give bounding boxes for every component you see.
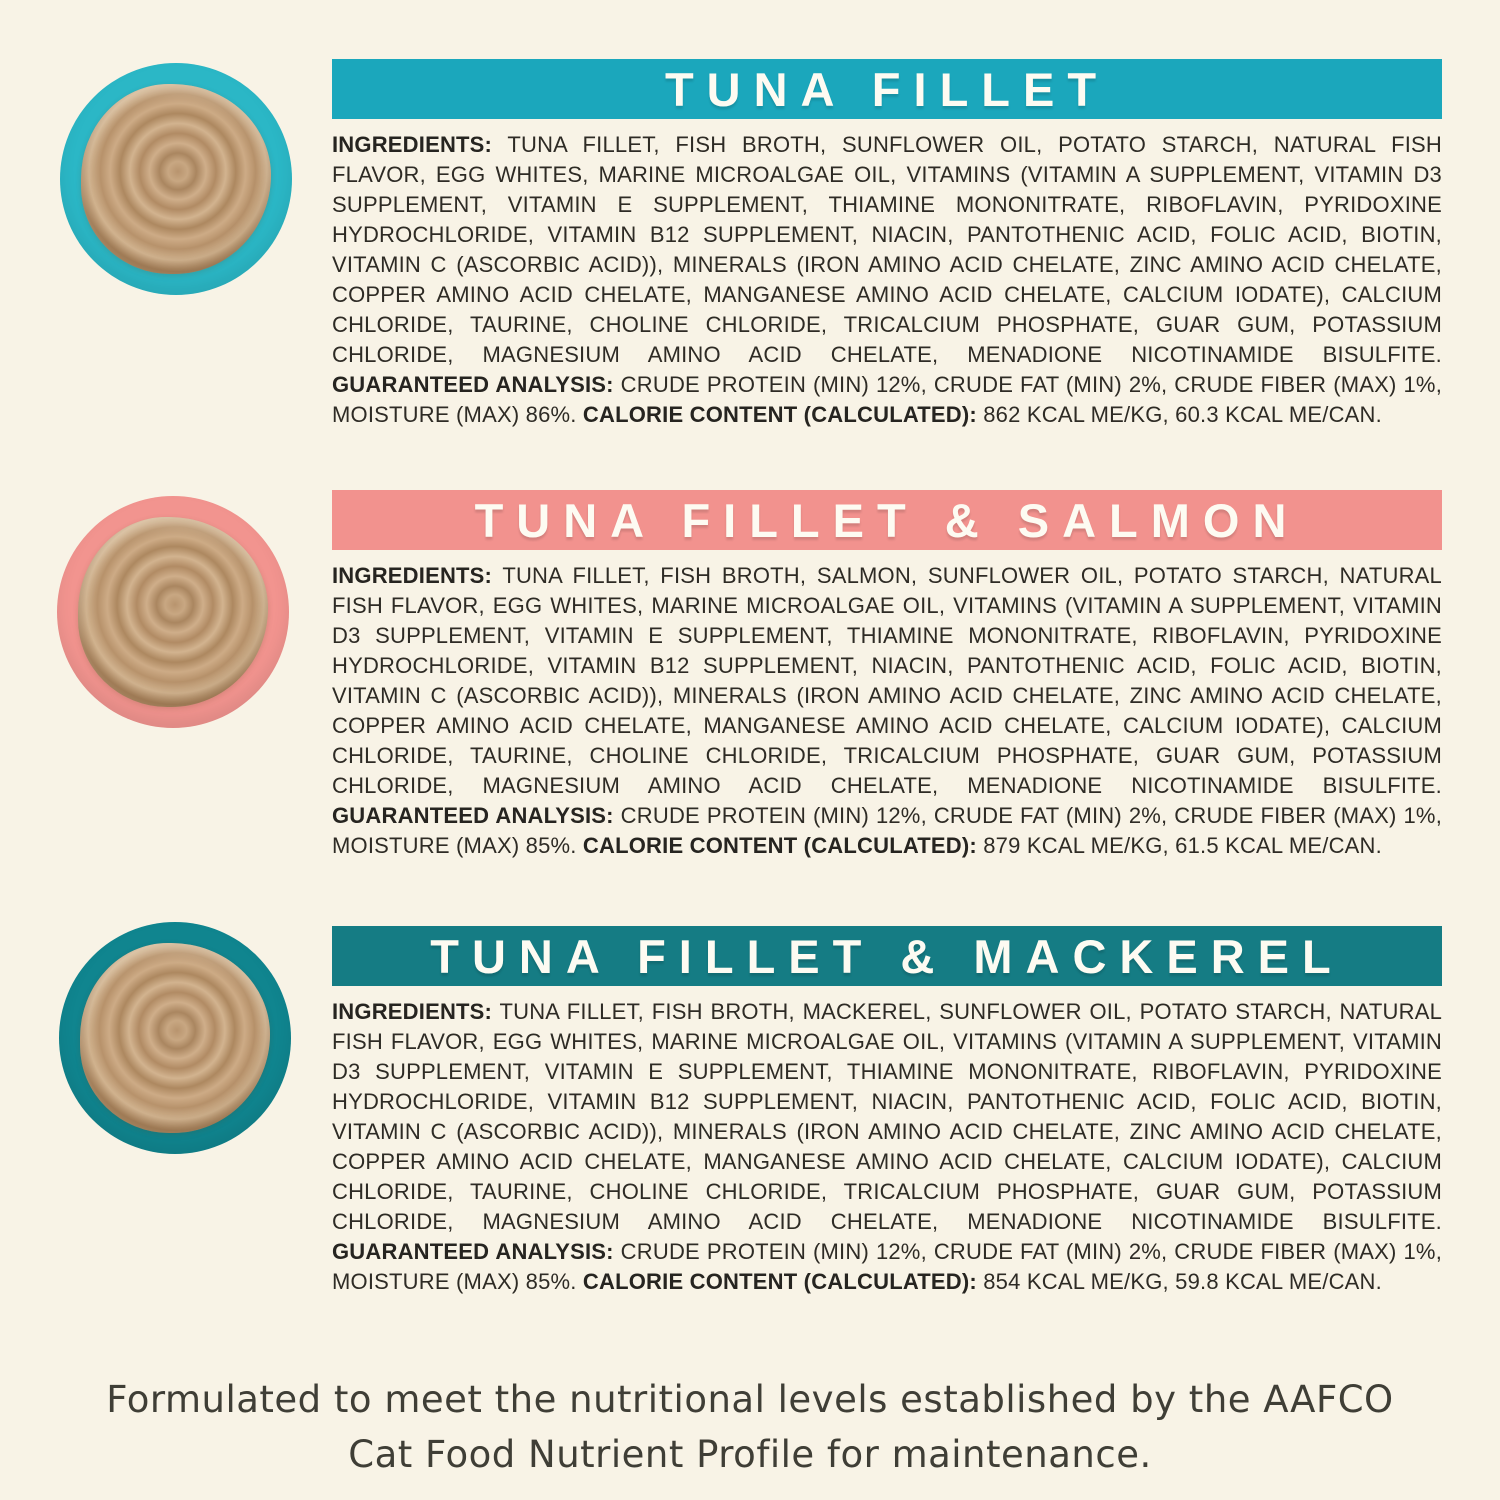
ingredients-text: TUNA FILLET, FISH BROTH, SALMON, SUNFLOWER OIL, POTATO STARCH, NATURAL FISH FLAVOR, EGG WHITES, MARINE MICROALGAE OIL, VITAMINS (VITAMIN A SUPPLEMENT, VITAMIN D3 SUPPLEMENT, VITAMIN E SUPPLEMENT, THIAMINE MONONITRATE, RIBOFLAVIN, PYRIDOXINE HYDROCHLORIDE, VITAMIN B12 SUPPLEMENT, NIACIN, PANTOTHENIC ACID, FOLIC ACID, BIOTIN, VITAMIN C (ASCORBIC ACID)), MINERALS (IRON AMINO ACID CHELATE, ZINC AMINO ACID CHELATE, COPPER AMINO ACID CHELATE, MANGANESE AMINO ACID CHELATE, CALCIUM IODATE), CALCIUM CHLORIDE, TAURINE, CHOLINE CHLORIDE, TRICALCIUM PHOSPHATE, GUAR GUM, POTASSIUM CHLORIDE, MAGNESIUM AMINO ACID CHELATE, MENADIONE NICOTINAMIDE BISULFITE. <box>332 563 1442 798</box>
pate-plate <box>60 63 292 295</box>
section-header-bar <box>332 59 1442 119</box>
guaranteed-analysis-label: GUARANTEED ANALYSIS: <box>332 1239 614 1264</box>
pate-swirl-image <box>78 517 268 707</box>
calorie-content-text: 854 KCAL ME/KG, 59.8 KCAL ME/CAN. <box>976 1269 1382 1294</box>
calorie-content-text: 879 KCAL ME/KG, 61.5 KCAL ME/CAN. <box>976 833 1382 858</box>
calorie-content-text: 862 KCAL ME/KG, 60.3 KCAL ME/CAN. <box>976 402 1382 427</box>
guaranteed-analysis-label: GUARANTEED ANALYSIS: <box>332 803 614 828</box>
guaranteed-analysis-text: CRUDE PROTEIN (MIN) 12%, CRUDE FAT (MIN) 2%, CRUDE FIBER (MAX) 1%, MOISTURE (MAX) 85%. <box>332 803 1443 858</box>
ingredients-label: INGREDIENTS: <box>332 563 493 588</box>
calorie-content-label: CALORIE CONTENT (CALCULATED): <box>582 833 977 858</box>
pate-plate <box>57 496 289 728</box>
section-header-bar <box>332 490 1442 550</box>
pate-swirl-image <box>80 943 270 1133</box>
pate-swirl-image <box>81 84 271 274</box>
section-title: TUNA FILLET & MACKEREL <box>430 929 1344 983</box>
guaranteed-analysis-text: CRUDE PROTEIN (MIN) 12%, CRUDE FAT (MIN) 2%, CRUDE FIBER (MAX) 1%, MOISTURE (MAX) 85%. <box>332 1239 1443 1294</box>
section-title: TUNA FILLET <box>664 62 1110 116</box>
calorie-content-label: CALORIE CONTENT (CALCULATED): <box>582 402 977 427</box>
ingredients-paragraph <box>332 130 1442 430</box>
ingredients-text: TUNA FILLET, FISH BROTH, SUNFLOWER OIL, POTATO STARCH, NATURAL FISH FLAVOR, EGG WHITES, MARINE MICROALGAE OIL, VITAMINS (VITAMIN A SUPPLEMENT, VITAMIN D3 SUPPLEMENT, VITAMIN E SUPPLEMENT, THIAMINE MONONITRATE, RIBOFLAVIN, PYRIDOXINE HYDROCHLORIDE, VITAMIN B12 SUPPLEMENT, NIACIN, PANTOTHENIC ACID, FOLIC ACID, BIOTIN, VITAMIN C (ASCORBIC ACID)), MINERALS (IRON AMINO ACID CHELATE, ZINC AMINO ACID CHELATE, COPPER AMINO ACID CHELATE, MANGANESE AMINO ACID CHELATE, CALCIUM IODATE), CALCIUM CHLORIDE, TAURINE, CHOLINE CHLORIDE, TRICALCIUM PHOSPHATE, GUAR GUM, POTASSIUM CHLORIDE, MAGNESIUM AMINO ACID CHELATE, MENADIONE NICOTINAMIDE BISULFITE. <box>332 132 1442 367</box>
calorie-content-label: CALORIE CONTENT (CALCULATED): <box>582 1269 977 1294</box>
ingredients-label: INGREDIENTS: <box>332 999 493 1024</box>
ingredients-label: INGREDIENTS: <box>332 132 493 157</box>
section-title: TUNA FILLET & SALMON <box>474 493 1300 547</box>
guaranteed-analysis-text: CRUDE PROTEIN (MIN) 12%, CRUDE FAT (MIN) 2%, CRUDE FIBER (MAX) 1%, MOISTURE (MAX) 86%. <box>332 372 1443 427</box>
ingredients-text: TUNA FILLET, FISH BROTH, MACKEREL, SUNFLOWER OIL, POTATO STARCH, NATURAL FISH FLAVOR, EGG WHITES, MARINE MICROALGAE OIL, VITAMINS (VITAMIN A SUPPLEMENT, VITAMIN D3 SUPPLEMENT, VITAMIN E SUPPLEMENT, THIAMINE MONONITRATE, RIBOFLAVIN, PYRIDOXINE HYDROCHLORIDE, VITAMIN B12 SUPPLEMENT, NIACIN, PANTOTHENIC ACID, FOLIC ACID, BIOTIN, VITAMIN C (ASCORBIC ACID)), MINERALS (IRON AMINO ACID CHELATE, ZINC AMINO ACID CHELATE, COPPER AMINO ACID CHELATE, MANGANESE AMINO ACID CHELATE, CALCIUM IODATE), CALCIUM CHLORIDE, TAURINE, CHOLINE CHLORIDE, TRICALCIUM PHOSPHATE, GUAR GUM, POTASSIUM CHLORIDE, MAGNESIUM AMINO ACID CHELATE, MENADIONE NICOTINAMIDE BISULFITE. <box>332 999 1442 1234</box>
aafco-statement: Formulated to meet the nutritional levels established by the AAFCO Cat Food Nutrient Profile for maintenance. <box>106 1378 1394 1476</box>
guaranteed-analysis-label: GUARANTEED ANALYSIS: <box>332 372 614 397</box>
ingredients-paragraph <box>332 997 1442 1297</box>
ingredients-paragraph <box>332 561 1442 861</box>
section-header-bar <box>332 926 1442 986</box>
pate-plate <box>59 922 291 1154</box>
